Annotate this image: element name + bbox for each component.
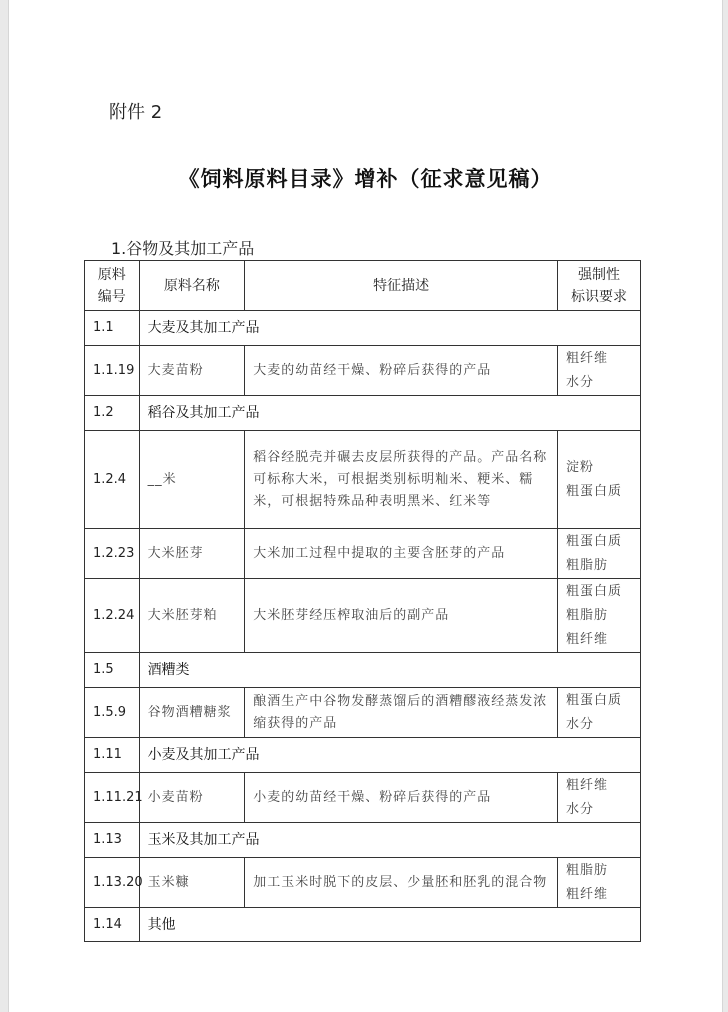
mark-value: 淀粉: [565, 459, 594, 475]
table-row: [85, 579, 641, 653]
item-marks: [557, 773, 640, 823]
item-name: 大米胚芽粕: [139, 579, 245, 653]
header-mark: [557, 261, 640, 311]
group-row: [85, 396, 641, 431]
header-mark-line1: 强制性: [577, 266, 620, 283]
group-code: 1.2: [85, 396, 140, 431]
item-description: 稻谷经脱壳并碾去皮层所获得的产品。产品名称可标称大米，可根据类别标明籼米、粳米、糯米，可根据特殊品种表明黑米、红米等: [245, 431, 558, 529]
group-code: 1.5: [85, 653, 140, 688]
document-page: [8, 0, 723, 1012]
group-name: 其他: [139, 908, 640, 942]
document-title: 《饲料原料目录》增补（征求意见稿）: [178, 167, 553, 191]
header-code-line2: 编号: [97, 288, 126, 305]
group-row: [85, 653, 641, 688]
attachment-label: 附件 2: [109, 102, 163, 123]
group-code: 1.14: [85, 908, 140, 942]
group-name: 小麦及其加工产品: [139, 738, 640, 773]
item-description: 小麦的幼苗经干燥、粉碎后获得的产品: [245, 773, 558, 823]
group-row: [85, 738, 641, 773]
item-description: 大麦的幼苗经干燥、粉碎后获得的产品: [245, 346, 558, 396]
mark-value: 粗蛋白质: [565, 533, 622, 549]
group-code: 1.1: [85, 311, 140, 346]
header-description: 特征描述: [245, 261, 558, 311]
item-code: 1.11.21: [85, 773, 140, 823]
table-row: [85, 773, 641, 823]
item-code: 1.2.23: [85, 529, 140, 579]
item-marks: [557, 688, 640, 738]
mark-value: 粗蛋白质: [565, 483, 622, 499]
group-row: [85, 311, 641, 346]
item-description: 加工玉米时脱下的皮层、少量胚和胚乳的混合物: [245, 858, 558, 908]
item-name: 谷物酒糟糖浆: [139, 688, 245, 738]
mark-value: 粗纤维: [565, 350, 608, 366]
table-row: [85, 688, 641, 738]
item-marks: [557, 431, 640, 529]
feed-material-table: [84, 260, 641, 942]
item-description: 大米加工过程中提取的主要含胚芽的产品: [245, 529, 558, 579]
mark-value: 粗纤维: [565, 777, 608, 793]
mark-value: 水分: [565, 801, 594, 817]
item-description: 酿酒生产中谷物发酵蒸馏后的酒糟醪液经蒸发浓缩获得的产品: [245, 688, 558, 738]
mark-value: 粗纤维: [565, 886, 608, 902]
header-code: [85, 261, 140, 311]
mark-value: 水分: [565, 374, 594, 390]
mark-value: 粗蛋白质: [565, 692, 622, 708]
section-heading: 1.谷物及其加工产品: [111, 239, 255, 258]
item-code: 1.13.20: [85, 858, 140, 908]
item-description: 大米胚芽经压榨取油后的副产品: [245, 579, 558, 653]
group-code: 1.13: [85, 823, 140, 858]
item-name: __米: [139, 431, 245, 529]
item-name: 小麦苗粉: [139, 773, 245, 823]
group-row: [85, 823, 641, 858]
group-name: 大麦及其加工产品: [139, 311, 640, 346]
group-name: 玉米及其加工产品: [139, 823, 640, 858]
table-header-row: [85, 261, 641, 311]
mark-value: 粗蛋白质: [565, 583, 622, 599]
header-name: 原料名称: [139, 261, 245, 311]
mark-value: 水分: [565, 716, 594, 732]
item-code: 1.5.9: [85, 688, 140, 738]
item-name: 大麦苗粉: [139, 346, 245, 396]
mark-value: 粗纤维: [565, 631, 608, 647]
item-code: 1.2.4: [85, 431, 140, 529]
table-row: [85, 346, 641, 396]
item-code: 1.1.19: [85, 346, 140, 396]
item-code: 1.2.24: [85, 579, 140, 653]
group-row: [85, 908, 641, 942]
table-row: [85, 529, 641, 579]
header-mark-line2: 标识要求: [570, 288, 627, 305]
header-code-line1: 原料: [97, 266, 126, 283]
item-marks: [557, 858, 640, 908]
group-name: 酒糟类: [139, 653, 640, 688]
item-name: 玉米糠: [139, 858, 245, 908]
mark-value: 粗脂肪: [565, 557, 608, 573]
item-marks: [557, 346, 640, 396]
mark-value: 粗脂肪: [565, 862, 608, 878]
table-row: [85, 858, 641, 908]
group-code: 1.11: [85, 738, 140, 773]
table-row: [85, 431, 641, 529]
item-marks: [557, 579, 640, 653]
item-name: 大米胚芽: [139, 529, 245, 579]
item-marks: [557, 529, 640, 579]
mark-value: 粗脂肪: [565, 607, 608, 623]
group-name: 稻谷及其加工产品: [139, 396, 640, 431]
